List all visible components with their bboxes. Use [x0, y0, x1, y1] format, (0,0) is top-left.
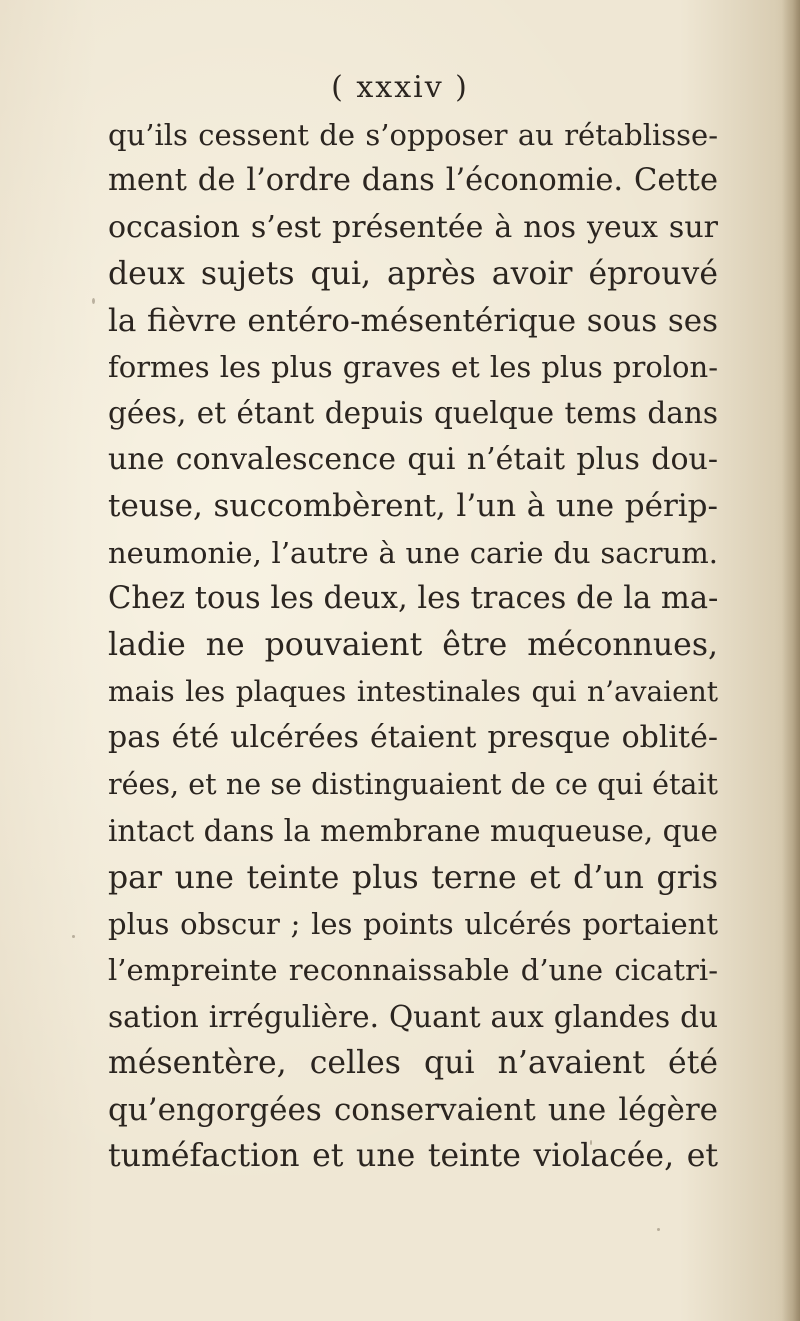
- body-text: [108, 112, 718, 1179]
- page-edge-shadow: [782, 0, 800, 1321]
- text-line: plus obscur ; les points ulcérés portaient: [108, 906, 718, 941]
- text-line: occasion s’est présentée à nos yeux sur: [108, 209, 718, 245]
- text-line: qu’engorgées conservaient une légère: [108, 1091, 718, 1128]
- text-line: la fièvre entéro-mésentérique sous ses: [108, 302, 718, 339]
- paper-speck: [657, 1228, 660, 1231]
- paper-speck: [72, 935, 75, 938]
- text-line: ment de l’ordre dans l’économie. Cette: [108, 163, 718, 199]
- page-number-header: ( xxxiv ): [331, 70, 469, 105]
- text-line: neumonie, l’autre à une carie du sacrum.: [108, 535, 718, 570]
- text-line: deux sujets qui, après avoir éprouvé: [108, 256, 718, 293]
- text-line: une convalescence qui n’était plus dou-: [108, 441, 718, 477]
- text-line: sation irrégulière. Quant aux glandes du: [108, 999, 718, 1034]
- text-line: rées, et ne se distinguaient de ce qui était: [108, 767, 718, 801]
- text-line: l’empreinte reconnaissable d’une cicatri-: [108, 953, 718, 988]
- text-line: pas été ulcérées étaient presque oblité-: [108, 720, 718, 756]
- paper-speck: [590, 1140, 592, 1145]
- text-line: qu’ils cessent de s’opposer au rétablisse-: [108, 118, 718, 152]
- text-line: tuméfaction et une teinte violacée, et: [108, 1137, 718, 1174]
- text-line: teuse, succombèrent, l’un à une périp-: [108, 488, 718, 525]
- text-line: Chez tous les deux, les traces de la ma-: [108, 581, 719, 617]
- text-line: mésentère, celles qui n’avaient été: [108, 1045, 718, 1082]
- text-line: mais les plaques intestinales qui n’avaient: [108, 674, 718, 708]
- text-line: intact dans la membrane muqueuse, que: [108, 814, 718, 849]
- text-line: gées, et étant depuis quelque tems dans: [108, 396, 718, 431]
- paper-speck: [92, 298, 95, 304]
- text-line: formes les plus graves et les plus prolon-: [108, 350, 718, 385]
- text-line: par une teinte plus terne et d’un gris: [108, 859, 718, 896]
- text-line: ladie ne pouvaient être méconnues,: [108, 627, 718, 664]
